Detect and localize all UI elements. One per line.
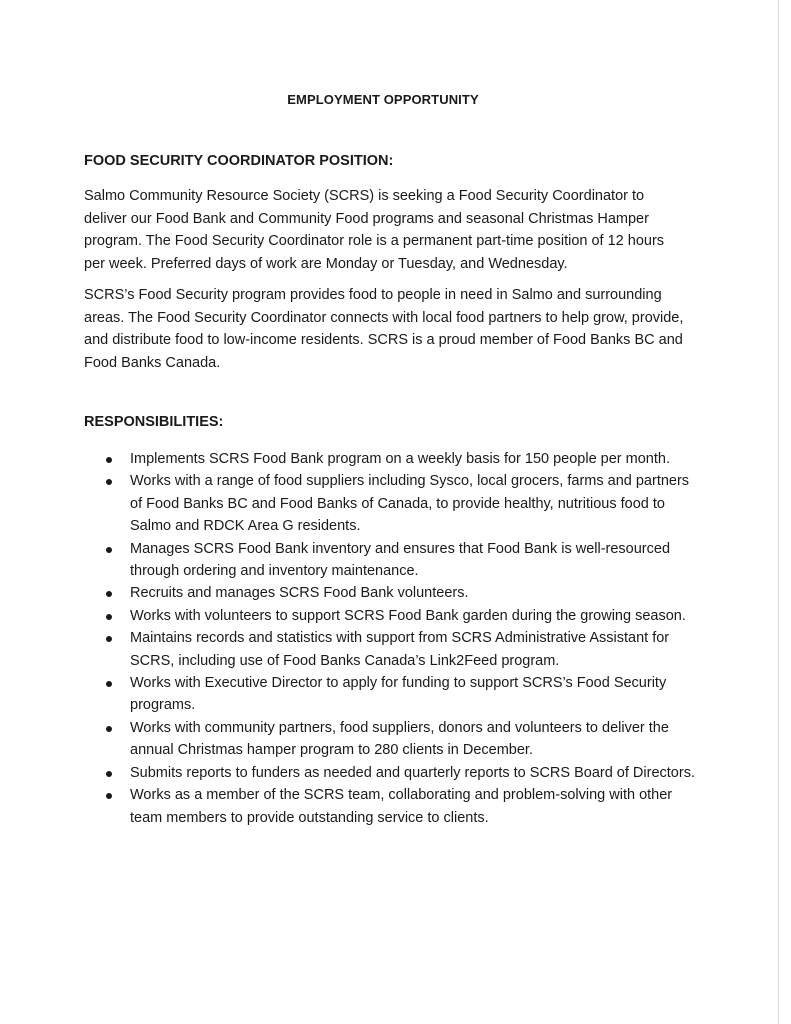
- responsibility-text: Implements SCRS Food Bank program on a weekly basis for 150 people per month.: [130, 451, 670, 467]
- responsibility-text: Recruits and manages SCRS Food Bank volunteers.: [130, 585, 469, 602]
- document-title: EMPLOYMENT OPPORTUNITY: [287, 92, 479, 107]
- bullet-icon: [106, 793, 112, 799]
- responsibility-item: [84, 717, 704, 762]
- responsibility-item: [84, 627, 704, 672]
- responsibility-text: Works with volunteers to support SCRS Food Bank garden during the growing season.: [130, 607, 686, 624]
- responsibilities-list: [84, 448, 704, 829]
- responsibilities-heading: RESPONSIBILITIES:: [84, 414, 224, 430]
- bullet-icon: [106, 479, 112, 485]
- page-edge-divider: [778, 0, 779, 1024]
- responsibility-item: [84, 470, 704, 537]
- responsibility-item: [84, 784, 704, 829]
- position-heading: FOOD SECURITY COORDINATOR POSITION:: [84, 153, 394, 169]
- responsibility-text: Works with Executive Director to apply for funding to support SCRS’s Food Security programs.: [130, 675, 667, 714]
- responsibility-text: Works as a member of the SCRS team, collaborating and problem-solving with other team members to provide outstanding service to clients.: [130, 787, 673, 826]
- responsibility-text: Submits reports to funders as needed and quarterly reports to SCRS Board of Directors.: [130, 764, 695, 781]
- responsibility-text: Works with community partners, food suppliers, donors and volunteers to deliver the annual Christmas hamper program to 280 clients in December.: [130, 719, 669, 759]
- responsibility-item: [84, 672, 704, 717]
- responsibility-item: [84, 448, 704, 470]
- bullet-icon: [106, 771, 112, 777]
- responsibility-item: [84, 538, 704, 583]
- responsibility-item: [84, 762, 704, 784]
- bullet-icon: [106, 457, 112, 463]
- position-paragraph-2: SCRS’s Food Security program provides food to people in need in Salmo and surrounding areas. The Food Security Coordinator connects with local food partners to help grow, provide, and distribute food to low-income residents. SCRS is a proud member of Food Banks BC and Food Banks Canada.: [84, 287, 684, 371]
- bullet-icon: [106, 726, 112, 732]
- responsibility-text: Works with a range of food suppliers including Sysco, local grocers, farms and partners of Food Banks BC and Food Banks of Canada, to provide healthy, nutritious food to Salmo and RDCK Area G residents.: [130, 473, 690, 535]
- bullet-icon: [106, 636, 112, 642]
- bullet-icon: [106, 681, 112, 687]
- bullet-icon: [106, 614, 112, 620]
- responsibility-text: Maintains records and statistics with support from SCRS Administrative Assistant for SCRS, including use of Food Banks Canada’s Link2Feed program.: [130, 630, 670, 669]
- responsibility-text: Manages SCRS Food Bank inventory and ensures that Food Bank is well-resourced through ordering and inventory maintenance.: [130, 540, 671, 580]
- position-paragraph-1: Salmo Community Resource Society (SCRS) is seeking a Food Security Coordinator to deliver our Food Bank and Community Food programs and seasonal Christmas Hamper program. The Food Security Coordinator role is a permanent part-time position of 12 hours per week. Preferred days of work are Monday or Tuesday, and Wednesday.: [84, 188, 665, 272]
- bullet-icon: [106, 591, 112, 597]
- responsibility-item: [84, 605, 704, 627]
- bullet-icon: [106, 547, 112, 553]
- responsibility-item: [84, 582, 704, 604]
